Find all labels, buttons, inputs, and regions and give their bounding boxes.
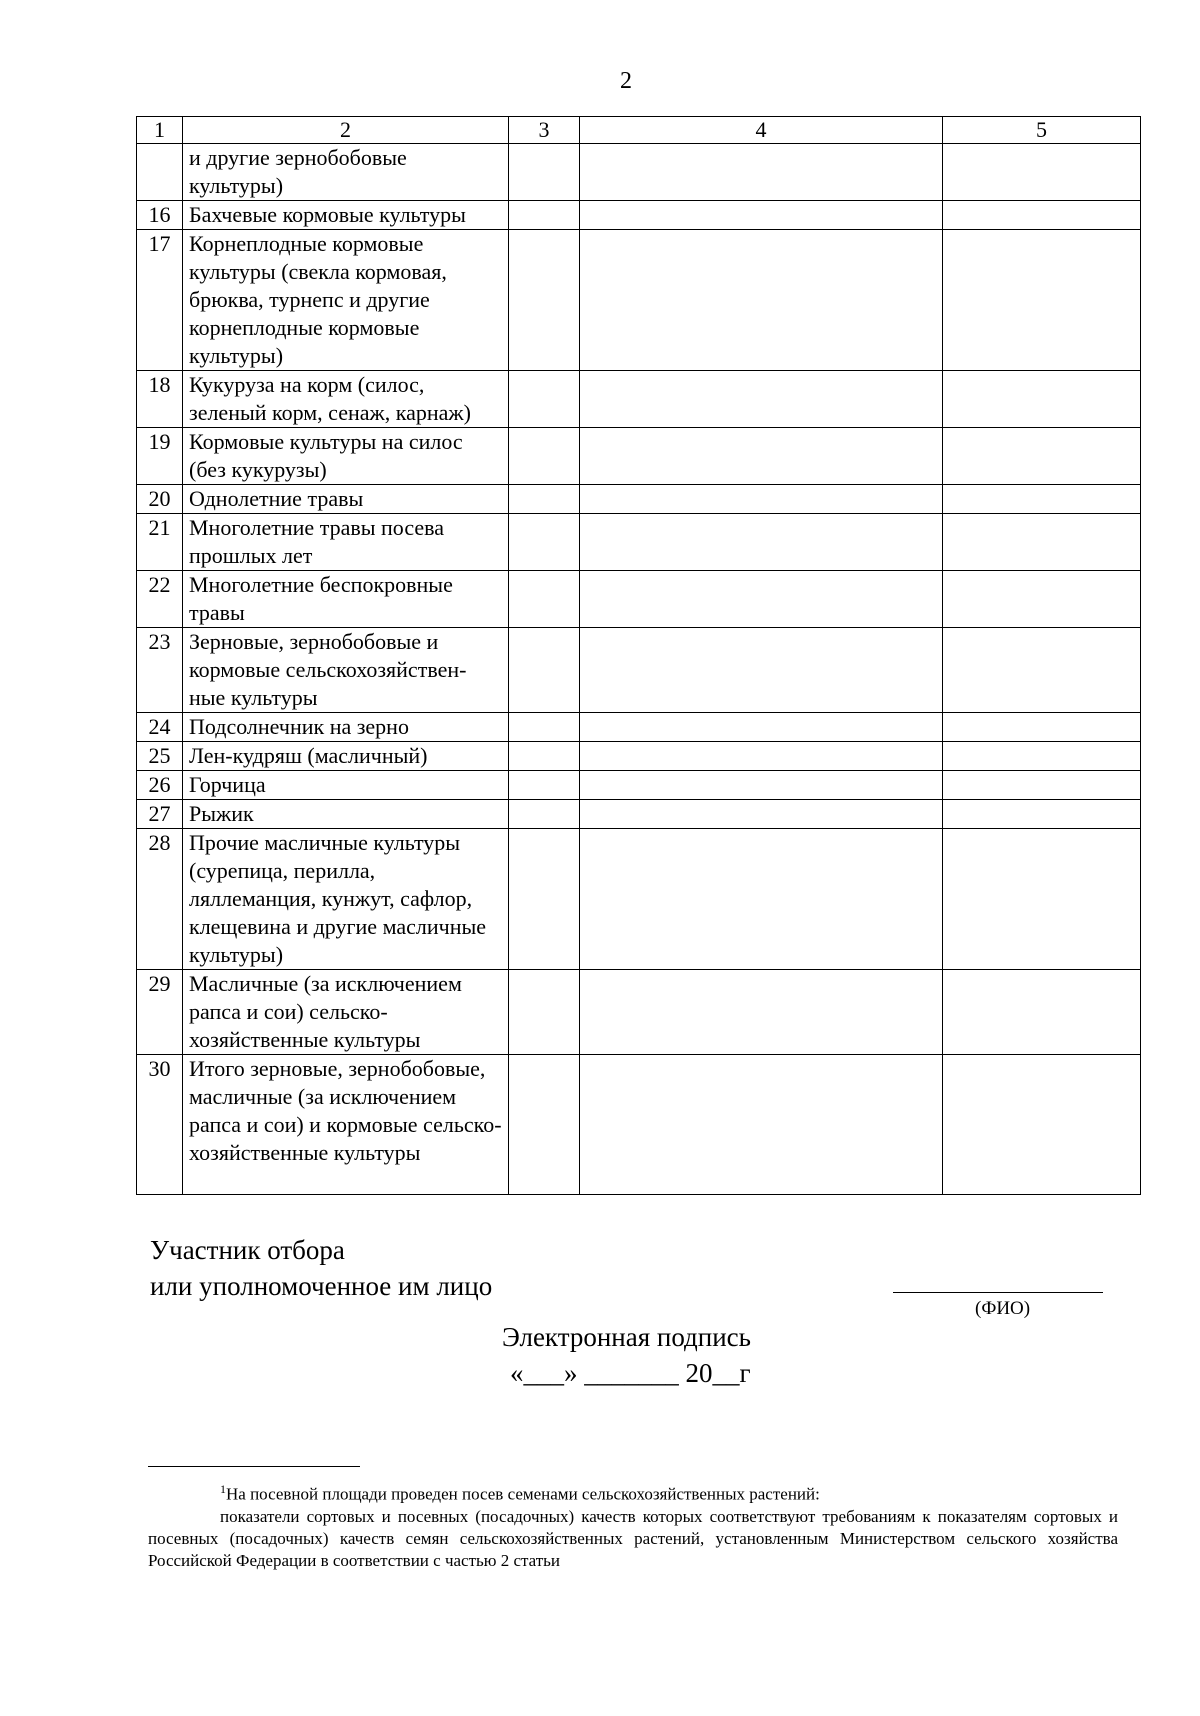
cell-col5: [943, 970, 1141, 1055]
cell-col4: [580, 428, 943, 485]
table-row: [137, 771, 1141, 800]
cell-col4: [580, 485, 943, 514]
row-number: 23: [137, 628, 183, 713]
cell-col5: [943, 230, 1141, 371]
cell-col5: [943, 428, 1141, 485]
crop-name: Зерновые, зернобобовые и кормовые сельскохозяйствен-ные культуры: [183, 628, 509, 713]
column-header: 3: [509, 117, 580, 144]
row-number: 21: [137, 514, 183, 571]
footnote-marker: 1: [220, 1482, 226, 1496]
cell-col5: [943, 514, 1141, 571]
crop-name: Многолетние беспокровные травы: [183, 571, 509, 628]
footnote-divider: [148, 1466, 360, 1467]
cell-col4: [580, 571, 943, 628]
cell-col3: [509, 371, 580, 428]
cell-col5: [943, 771, 1141, 800]
table-row: [137, 970, 1141, 1055]
cell-col4: [580, 628, 943, 713]
cell-col3: [509, 713, 580, 742]
table-row: [137, 742, 1141, 771]
signer-line-1: Участник отбора: [150, 1235, 345, 1265]
cell-col5: [943, 628, 1141, 713]
crop-name: Рыжик: [183, 800, 509, 829]
row-number: 29: [137, 970, 183, 1055]
table-row: [137, 371, 1141, 428]
cell-col3: [509, 571, 580, 628]
row-number: [137, 144, 183, 201]
cell-col4: [580, 771, 943, 800]
crop-name: Масличные (за исключением рапса и сои) сельско-хозяйственные культуры: [183, 970, 509, 1055]
crop-name: Горчица: [183, 771, 509, 800]
crop-name: Итого зерновые, зернобобовые, масличные (за исключением рапса и сои) и кормовые сельско-хозяйственные культуры: [183, 1055, 509, 1195]
page-number: 2: [620, 68, 632, 94]
crop-name: Лен-кудряш (масличный): [183, 742, 509, 771]
row-number: 16: [137, 201, 183, 230]
cell-col4: [580, 230, 943, 371]
row-number: 22: [137, 571, 183, 628]
table-row: [137, 571, 1141, 628]
signature-line: [893, 1292, 1103, 1293]
crop-name: и другие зернобобовые культуры): [183, 144, 509, 201]
cell-col3: [509, 1055, 580, 1195]
crop-name: Прочие масличные культуры (сурепица, перилла, ляллеманция, кунжут, сафлор, клещевина и другие масличные культуры): [183, 829, 509, 970]
row-number: 19: [137, 428, 183, 485]
cell-col4: [580, 742, 943, 771]
crop-name: Бахчевые кормовые культуры: [183, 201, 509, 230]
cell-col4: [580, 144, 943, 201]
cell-col5: [943, 371, 1141, 428]
cell-col3: [509, 514, 580, 571]
cell-col4: [580, 970, 943, 1055]
table-row: [137, 800, 1141, 829]
signer-line-2: или уполномоченное им лицо: [150, 1271, 493, 1301]
cell-col4: [580, 829, 943, 970]
table-row: [137, 514, 1141, 571]
cell-col3: [509, 970, 580, 1055]
cell-col3: [509, 742, 580, 771]
cell-col3: [509, 628, 580, 713]
table-row: [137, 628, 1141, 713]
cell-col5: [943, 800, 1141, 829]
cell-col3: [509, 485, 580, 514]
footnote: [148, 1478, 1118, 1572]
fio-label: (ФИО): [975, 1298, 1031, 1319]
cell-col5: [943, 485, 1141, 514]
cell-col3: [509, 800, 580, 829]
cell-col3: [509, 829, 580, 970]
cell-col3: [509, 144, 580, 201]
cell-col3: [509, 230, 580, 371]
signer-block: [150, 1232, 492, 1304]
column-header: 2: [183, 117, 509, 144]
esign-date: «___» _______ 20__г: [510, 1358, 751, 1388]
cell-col4: [580, 371, 943, 428]
column-header: 4: [580, 117, 943, 144]
row-number: 30: [137, 1055, 183, 1195]
crop-name: Однолетние травы: [183, 485, 509, 514]
table-row: [137, 201, 1141, 230]
esign-label: Электронная подпись: [502, 1322, 751, 1352]
row-number: 20: [137, 485, 183, 514]
cell-col4: [580, 800, 943, 829]
crop-name: Корнеплодные кормовые культуры (свекла кормовая, брюква, турнепс и другие корнеплодные кормовые культуры): [183, 230, 509, 371]
cell-col5: [943, 742, 1141, 771]
cell-col4: [580, 514, 943, 571]
row-number: 27: [137, 800, 183, 829]
cell-col3: [509, 428, 580, 485]
cell-col3: [509, 201, 580, 230]
table-row: [137, 428, 1141, 485]
crop-name: Кормовые культуры на силос (без кукурузы): [183, 428, 509, 485]
cell-col5: [943, 713, 1141, 742]
column-header: 5: [943, 117, 1141, 144]
cell-col4: [580, 1055, 943, 1195]
cell-col5: [943, 571, 1141, 628]
table-row: [137, 485, 1141, 514]
table-header-row: [137, 117, 1141, 144]
table-row: [137, 230, 1141, 371]
crop-name: Многолетние травы посева прошлых лет: [183, 514, 509, 571]
row-number: 18: [137, 371, 183, 428]
cell-col5: [943, 1055, 1141, 1195]
row-number: 24: [137, 713, 183, 742]
cell-col5: [943, 201, 1141, 230]
footnote-line-1: На посевной площади проведен посев семенами сельскохозяйственных растений:: [226, 1484, 820, 1504]
row-number: 17: [137, 230, 183, 371]
cell-col5: [943, 144, 1141, 201]
crop-name: Подсолнечник на зерно: [183, 713, 509, 742]
crops-table: [136, 116, 1141, 1195]
table-row: [137, 1055, 1141, 1195]
cell-col5: [943, 829, 1141, 970]
table-row: [137, 829, 1141, 970]
footnote-line-2: показатели сортовых и посевных (посадочных) качеств которых соответствуют требованиям к показателям сортовых и посевных (посадочных) качеств семян сельскохозяйственных растений, установленным Министерством сельского хозяйства Российской Федерации в соответствии с частью 2 статьи: [148, 1506, 1118, 1570]
cell-col4: [580, 201, 943, 230]
table-row: [137, 713, 1141, 742]
column-header: 1: [137, 117, 183, 144]
table-row: [137, 144, 1141, 201]
cell-col3: [509, 771, 580, 800]
row-number: 26: [137, 771, 183, 800]
cell-col4: [580, 713, 943, 742]
crop-name: Кукуруза на корм (силос, зеленый корм, сенаж, карнаж): [183, 371, 509, 428]
row-number: 25: [137, 742, 183, 771]
row-number: 28: [137, 829, 183, 970]
